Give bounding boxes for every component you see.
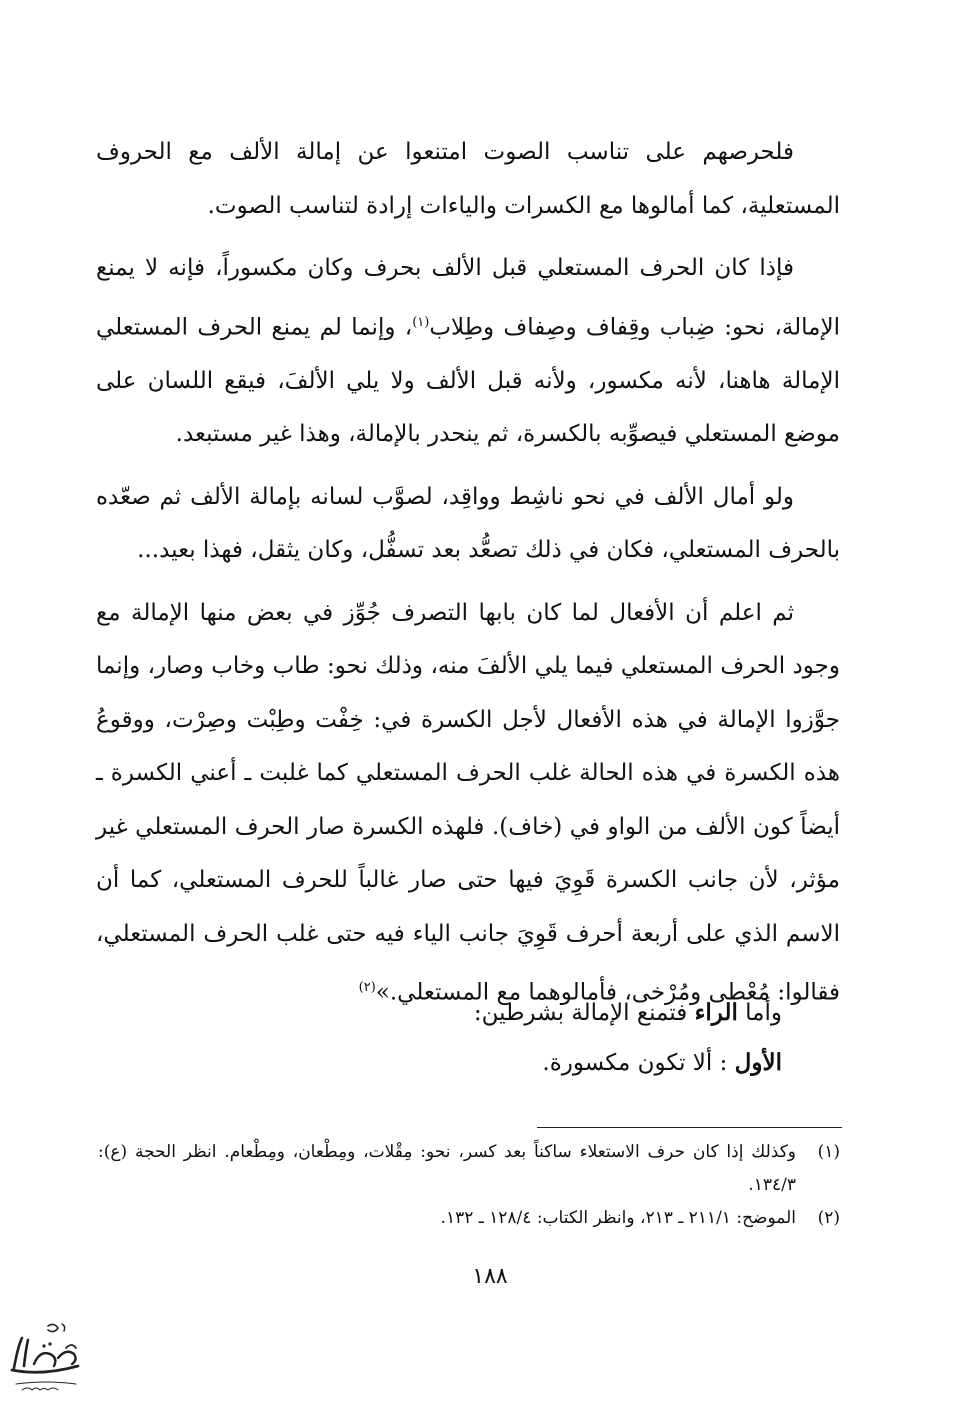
section-intro-prefix: وأما	[745, 1000, 782, 1026]
footnote-2-number: (٢)	[817, 1208, 840, 1228]
footnote-2-text: الموضح: ١/‏٢١١ ـ ٢١٣، وانظر الكتاب: ٤/‏١٢٨ ـ ١٣٢.	[440, 1208, 796, 1228]
paragraph-2-end: ، وإنما لم يمنع الحرف المستعلي الإمالة هاهنا، لأنه مكسور، ولأنه قبل الألف ولا يلي الألفَ، فيقع اللسان على موضع المستعلي فيصوِّبه بالكسرة، ثم ينحدر بالإمالة، وهذا غير مستبعد.	[96, 314, 840, 448]
paragraph-3: ولو أمال الألف في نحو ناشِط وواقِد، لصوَّب لسانه بإمالة الألف ثم صعّده بالحرف المستعلي، فكان في ذلك تصعُّد بعد تسفُّل، وكان يثقل، فهذا بعيد...	[96, 483, 840, 564]
footnote-2	[98, 1202, 840, 1235]
section-intro-rest: فتمنع الإمالة بشرطين:	[473, 1000, 688, 1026]
footnote-mark-2: (٢)	[358, 980, 376, 996]
paragraph-2-start: فإذا كان الحرف المستعلي قبل الألف بحرف وكان مكسوراً، فإنه لا يمنع الإمالة، نحو: ضِباب وقِفاف وصِفاف وطِلاب	[96, 255, 840, 341]
page-number: ١٨٨	[472, 1264, 508, 1289]
footnote-1	[98, 1136, 840, 1202]
paragraph-4-text: ثم اعلم أن الأفعال لما كان بابها التصرف جُوِّز في بعض منها الإمالة مع وجود الحرف المستعلي فيما يلي الألفَ منه، وذلك نحو: طاب وخاب وصار، وإنما جوَّزوا الإمالة في هذه الأفعال لأجل الكسرة في: خِفْت وطِبْت وصِرْت، ووقوعُ هذه الكسرة في هذه الحالة غلب الحرف المستعلي كما غلبت ـ أعني الكسرة ـ أيضاً كون الألف من الواو في (خاف). فلهذه الكسرة صار الحرف المستعلي غير مؤثر، لأن جانب الكسرة قَوِيَ فيها حتى صار غالباً للحرف المستعلي، كما أن الاسم الذي على أربعة أحرف قَوِيَ جانب الياء فيه حتى غلب الحرف المستعلي، فقالوا: مُعْطى ومُرْخى، فأمالوهما مع المستعلي.»	[96, 599, 840, 1006]
paragraph-4	[96, 587, 840, 1021]
paragraph-1: فلحرصهم على تناسب الصوت امتنعوا عن إمالة الألف مع الحروف المستعلية، كما أمالوها مع الكسرات والياءات إرادة لتناسب الصوت.	[96, 139, 840, 219]
condition-first-label: الأول	[734, 1049, 782, 1076]
section-ra	[474, 988, 782, 1088]
paragraph-2	[96, 242, 840, 462]
stamp-logo	[4, 1318, 86, 1404]
footnotes	[98, 1136, 840, 1235]
section-intro-line	[474, 988, 782, 1038]
section-intro-keyword: الراء	[694, 999, 738, 1026]
footnote-1-number: (١)	[817, 1142, 840, 1162]
footnote-separator	[537, 1127, 842, 1128]
footnote-1-text: وكذلك إذا كان حرف الاستعلاء ساكناً بعد كسر، نحو: مِقْلات، ومِطْعان، ومِطْعام. انظر الحجة (ع): ٣/‏١٣٤.	[98, 1142, 796, 1195]
condition-first	[474, 1038, 782, 1088]
condition-first-text: : ألا تكون مكسورة.	[542, 1050, 728, 1076]
footnote-mark-1: (١)	[412, 314, 430, 330]
main-text	[96, 126, 840, 1029]
